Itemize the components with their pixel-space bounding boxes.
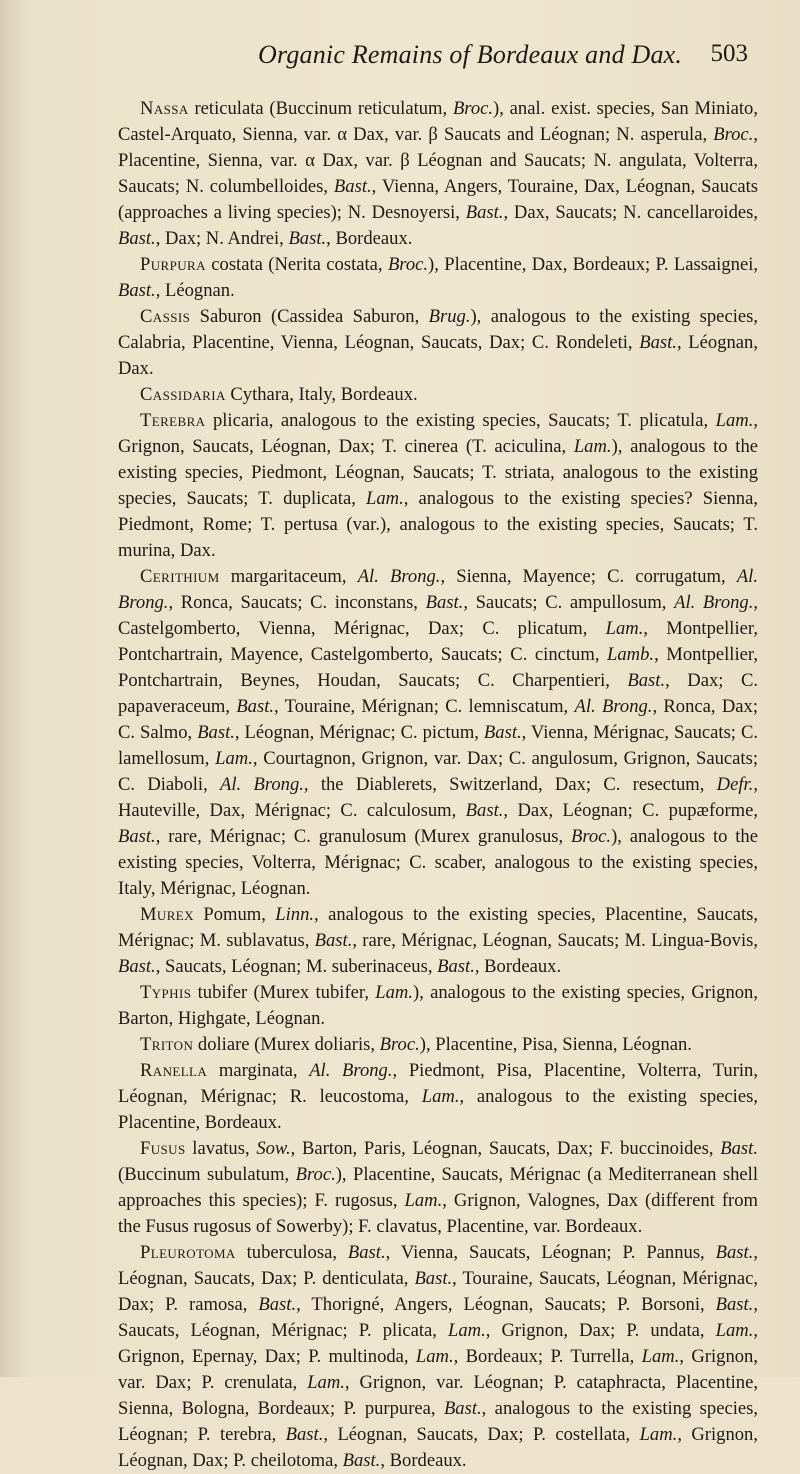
entry-text: , Courtagnon, Grignon, var. Dax; C. angulosum, Grignon, Saucats; C. Diaboli, — [118, 748, 759, 795]
entry-text: , Bordeaux. — [474, 956, 562, 977]
entry-text: , analogous to the existing species, Placentine, Saucats, Mérignac; M. sublavatus, — [118, 904, 759, 951]
genus-name: Triton — [140, 1034, 194, 1055]
author-abbrev: Bast. — [118, 228, 156, 249]
entry-ranella — [118, 1058, 758, 1136]
author-abbrev: Lam. — [375, 982, 413, 1003]
entry-text: , Léognan, Dax. — [118, 332, 758, 379]
entry-text: , Saucats, Léognan; M. suberinaceus, — [155, 956, 438, 977]
entry-text: , Bordeaux. — [380, 1450, 467, 1471]
entry-text: , Grignon, Epernay, Dax; P. multinoda, — [118, 1320, 758, 1367]
author-abbrev: Lam. — [421, 1086, 460, 1107]
author-abbrev: Broc. — [379, 1034, 420, 1055]
author-abbrev: Brug. — [428, 306, 471, 327]
entry-text: tubifer (Murex tubifer, — [191, 982, 376, 1003]
genus-name: Ranella — [140, 1060, 208, 1081]
entry-text: , Vienna, Angers, Touraine, Dax, Léognan, Saucats (approaches a living species); N. Desnoyersi, — [118, 176, 758, 223]
author-abbrev: Lam. — [641, 1346, 680, 1367]
author-abbrev: Bast. — [425, 592, 464, 613]
entry-cassis — [118, 304, 758, 382]
entry-text: ), Placentine, Saucats, Mérignac (a Mediterranean shell approaches this species); F. rugosus, — [118, 1164, 758, 1211]
author-abbrev: Bast. — [197, 722, 235, 743]
author-abbrev: Bast. — [236, 696, 275, 717]
entry-pleurotoma — [118, 1240, 758, 1474]
entry-text: , rare, Mérignac; C. granulosum (Murex granulosus, — [155, 826, 571, 847]
author-abbrev: Bast. — [627, 670, 666, 691]
entry-text: , Léognan, Saucats, Dax; P. costellata, — [323, 1424, 640, 1445]
entry-text: , Placentine, Sienna, var. α Dax, var. β Léognan and Saucats; N. angulata, Volterra, Saucats; N. columbelloides, — [118, 124, 758, 197]
author-abbrev: Bast. — [414, 1268, 453, 1289]
entry-text: Pomum, — [193, 904, 276, 925]
entry-text: , Castelgomberto, Vienna, Mérignac, Dax; C. plicatum, — [118, 592, 759, 639]
entry-text: ), Placentine, Dax, Bordeaux; P. Lassaignei, — [428, 254, 759, 275]
entry-text: ), analogous to the existing species, Grignon, Barton, Highgate, Léognan. — [118, 982, 758, 1029]
entry-text: , rare, Mérignac, Léognan, Saucats; M. Lingua-Bovis, — [352, 930, 758, 951]
author-abbrev: Lam. — [605, 618, 644, 639]
author-abbrev: Bast. — [465, 202, 504, 223]
genus-name: Nassa — [140, 98, 189, 119]
entry-text: , Montpellier, Pontchartrain, Mayence, Castelgomberto, Saucats; C. cinctum, — [118, 618, 758, 665]
entry-text: , analogous to the existing species? Sienna, Piedmont, Rome; T. pertusa (var.), analogous to the existing species, Saucats; T. murina, Dax. — [118, 488, 759, 561]
entry-text: Cythara, Italy, Bordeaux. — [225, 384, 418, 405]
author-abbrev: Bast. — [118, 280, 156, 301]
genus-name: Cassis — [140, 306, 191, 327]
entry-text: , Dax; C. papaveraceum, — [118, 670, 758, 717]
genus-name: Cerithium — [140, 566, 220, 587]
entry-text: ), analogous to the existing species, Volterra, Mérignac; C. scaber, analogous to the existing species, Italy, Mérignac, Léognan. — [118, 826, 758, 899]
entry-text: , Léognan, Saucats, Dax; P. denticulata, — [118, 1242, 758, 1289]
author-abbrev: Bast. — [258, 1294, 297, 1315]
author-abbrev: Lam. — [639, 1424, 678, 1445]
entry-text: tuberculosa, — [235, 1242, 348, 1263]
entry-typhis — [118, 980, 758, 1032]
genus-name: Purpura — [140, 254, 206, 275]
entry-text: , Touraine, Saucats, Léognan, Mérignac, Dax; P. ramosa, — [118, 1268, 758, 1315]
author-abbrev: Bast. — [314, 930, 353, 951]
author-abbrev: Al. Brong. — [309, 1060, 393, 1081]
author-abbrev: Broc. — [295, 1164, 336, 1185]
entry-text: , Saucats, Léognan, Mérignac; P. plicata, — [118, 1294, 758, 1341]
author-abbrev: Bast. — [333, 176, 372, 197]
entry-text: , Grignon, Dax; P. undata, — [485, 1320, 716, 1341]
entry-text: , Touraine, Mérignan; C. lemniscatum, — [274, 696, 575, 717]
genus-name: Fusus — [140, 1138, 186, 1159]
author-abbrev: Al. Brong. — [118, 566, 759, 613]
author-abbrev: Bast. — [720, 1138, 758, 1159]
author-abbrev: Lam. — [715, 410, 754, 431]
entry-text: , Grignon, var. Léognan; P. cataphracta, Placentine, Sienna, Bologna, Bordeaux; P. purpurea, — [118, 1372, 759, 1419]
author-abbrev: Lam. — [307, 1372, 345, 1393]
author-abbrev: Bast. — [437, 956, 475, 977]
author-abbrev: Lam. — [415, 1346, 454, 1367]
author-abbrev: Bast. — [715, 1294, 754, 1315]
entry-text: , Dax; N. Andrei, — [155, 228, 289, 249]
author-abbrev: Broc. — [387, 254, 429, 275]
genus-name: Pleurotoma — [140, 1242, 236, 1263]
entry-text: , Bordeaux. — [326, 228, 413, 249]
author-abbrev: Lam. — [573, 436, 612, 457]
author-abbrev: Bast. — [118, 826, 156, 847]
author-abbrev: Defr. — [716, 774, 754, 795]
author-abbrev: Bast. — [347, 1242, 386, 1263]
entry-text: ), analogous to the existing species, Piedmont, Léognan, Saucats; T. striata, analogous to the existing species, Saucats; T. duplicata, — [118, 436, 758, 509]
entry-text: , Piedmont, Pisa, Placentine, Volterra, Turin, Léognan, Mérignac; R. leucostoma, — [118, 1060, 758, 1107]
author-abbrev: Bast. — [715, 1242, 754, 1263]
entry-text: , Sienna, Mayence; C. corrugatum, — [440, 566, 737, 587]
author-abbrev: Bast. — [443, 1398, 482, 1419]
page-number: 503 — [710, 40, 748, 67]
author-abbrev: Bast. — [118, 956, 156, 977]
entry-text: ), anal. exist. species, San Miniato, Castel-Arquato, Sienna, var. α Dax, var. β Saucats and Léognan; N. asperula, — [118, 98, 758, 145]
author-abbrev: Broc. — [570, 826, 612, 847]
entry-text: , Dax, Léognan; C. pupæforme, — [503, 800, 758, 821]
entry-triton — [118, 1032, 758, 1058]
entry-text: , analogous to the existing species, Léognan; P. terebra, — [118, 1398, 758, 1445]
entry-text: , Vienna, Mérignac, Saucats; C. lamellosum, — [118, 722, 759, 769]
author-abbrev: Al. Brong. — [674, 592, 754, 613]
entry-text: ), analogous to the existing species, Calabria, Placentine, Vienna, Léognan, Saucats, Dax; C. Rondeleti, — [118, 306, 758, 353]
entry-text: , Grignon, Saucats, Léognan, Dax; T. cinerea (T. aciculina, — [118, 410, 758, 457]
entry-text: , analogous to the existing species, Placentine, Bordeaux. — [118, 1086, 758, 1133]
author-abbrev: Al. Brong. — [357, 566, 441, 587]
entry-text: doliare (Murex doliaris, — [193, 1034, 380, 1055]
genus-name: Cassidaria — [140, 384, 226, 405]
entry-text: , Grignon, Léognan, Dax; P. cheilotoma, — [118, 1424, 758, 1471]
genus-name: Murex — [140, 904, 194, 925]
entry-fusus — [118, 1136, 758, 1240]
entry-text: ), Placentine, Pisa, Sienna, Léognan. — [419, 1034, 692, 1055]
entry-text: , Vienna, Saucats, Léognan; P. Pannus, — [385, 1242, 716, 1263]
author-abbrev: Al. Brong. — [220, 774, 304, 795]
author-abbrev: Al. Brong. — [574, 696, 653, 717]
body-text — [118, 96, 758, 1474]
entry-text: , Montpellier, Pontchartrain, Beynes, Houdan, Saucats; C. Charpentieri, — [118, 644, 758, 691]
author-abbrev: Lamb. — [607, 644, 655, 665]
entry-text: , Bordeaux; P. Turrella, — [453, 1346, 642, 1367]
author-abbrev: Lam. — [715, 1320, 754, 1341]
genus-name: Typhis — [140, 982, 192, 1003]
entry-text: , Ronca, Dax; C. Salmo, — [118, 696, 759, 743]
entry-text: , Grignon, Valognes, Dax (different from the Fusus rugosus of Sowerby); F. clavatus, Placentine, var. Bordeaux. — [118, 1190, 758, 1237]
entry-terebra — [118, 408, 758, 564]
entry-text: , Ronca, Saucats; C. inconstans, — [168, 592, 426, 613]
author-abbrev: Bast. — [342, 1450, 381, 1471]
entry-text: , Thorigné, Angers, Léognan, Saucats; P. Borsoni, — [296, 1294, 716, 1315]
entry-text: , Dax, Saucats; N. cancellaroides, — [503, 202, 759, 223]
author-abbrev: Lam. — [448, 1320, 486, 1341]
entry-text: , Barton, Paris, Léognan, Saucats, Dax; F. buccinoides, — [290, 1138, 721, 1159]
entry-text: , Hauteville, Dax, Mérignac; C. calculosum, — [118, 774, 758, 821]
entry-cerithium — [118, 564, 758, 902]
entry-text: , Saucats; C. ampullosum, — [463, 592, 675, 613]
author-abbrev: Bast. — [465, 800, 504, 821]
entry-text: Saburon (Cassidea Saburon, — [190, 306, 429, 327]
entry-text: , Grignon, var. Dax; P. crenulata, — [118, 1346, 758, 1393]
author-abbrev: Lam. — [404, 1190, 443, 1211]
author-abbrev: Linn. — [275, 904, 315, 925]
running-head — [118, 40, 748, 74]
author-abbrev: Bast. — [285, 1424, 324, 1445]
entry-text: , the Diablerets, Switzerland, Dax; C. resectum, — [303, 774, 717, 795]
author-abbrev: Bast. — [288, 228, 327, 249]
entry-nassa — [118, 96, 758, 252]
author-abbrev: Bast. — [639, 332, 677, 353]
entry-purpura — [118, 252, 758, 304]
entry-text: reticulata (Buccinum reticulatum, — [188, 98, 453, 119]
entry-text: margaritaceum, — [219, 566, 358, 587]
entry-text: marginata, — [207, 1060, 310, 1081]
entry-cassidaria — [118, 382, 758, 408]
author-abbrev: Broc. — [713, 124, 754, 145]
entry-text: , Léognan. — [155, 280, 235, 301]
genus-name: Terebra — [140, 410, 206, 431]
entry-text: costata (Nerita costata, — [205, 254, 388, 275]
entry-text: plicaria, analogous to the existing species, Saucats; T. plicatula, — [205, 410, 716, 431]
entry-text: , Léognan, Mérignac; C. pictum, — [234, 722, 484, 743]
running-title: Organic Remains of Bordeaux and Dax. — [258, 40, 683, 69]
entry-murex — [118, 902, 758, 980]
author-abbrev: Lam. — [215, 748, 253, 769]
author-abbrev: Broc. — [452, 98, 494, 119]
entry-text: (Buccinum subulatum, — [118, 1164, 296, 1185]
author-abbrev: Bast. — [483, 722, 522, 743]
author-abbrev: Sow. — [256, 1138, 291, 1159]
entry-text: lavatus, — [185, 1138, 257, 1159]
author-abbrev: Lam. — [366, 488, 404, 509]
